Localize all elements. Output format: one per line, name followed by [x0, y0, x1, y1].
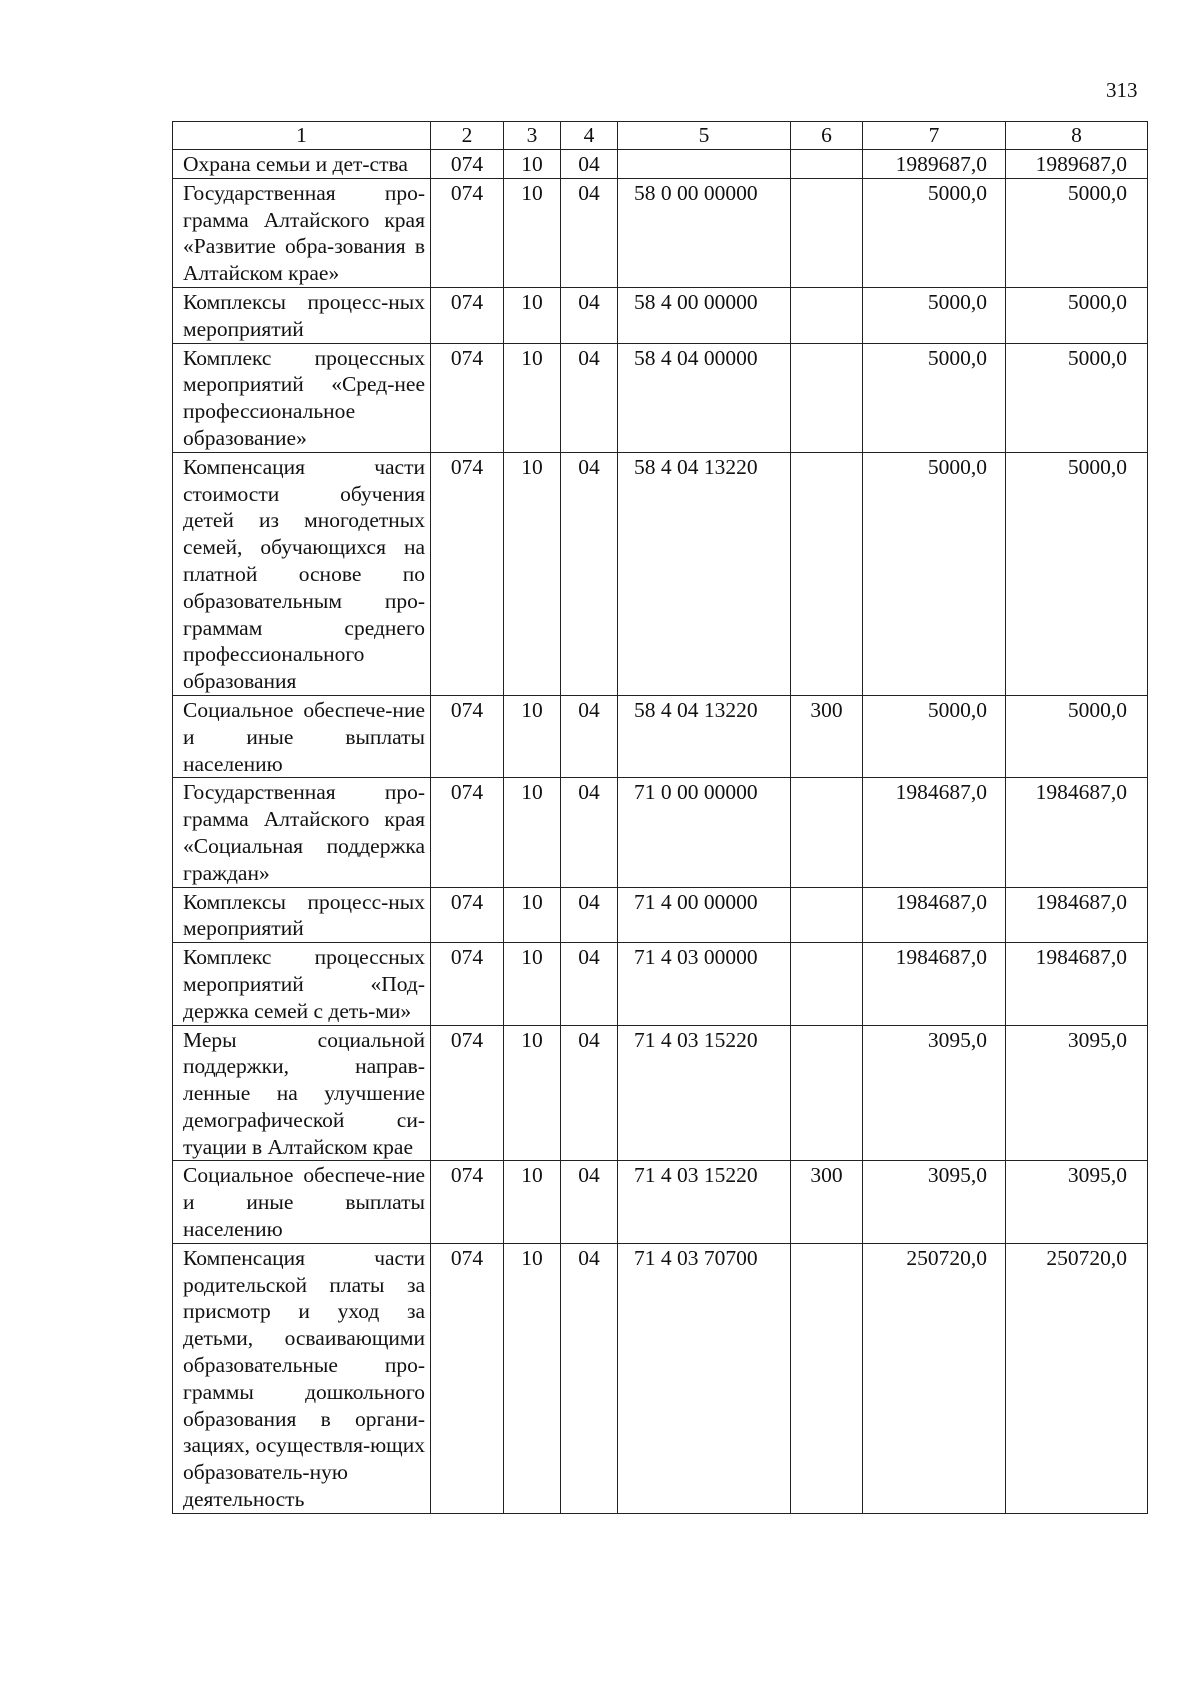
header-cell: 4	[561, 122, 618, 150]
code-cell: 074	[431, 1025, 504, 1161]
amount-cell: 5000,0	[1006, 695, 1148, 777]
amount-cell: 1989687,0	[1006, 150, 1148, 179]
subsection-cell: 04	[561, 1161, 618, 1243]
expense-type-cell	[791, 452, 863, 695]
code-cell: 074	[431, 887, 504, 943]
row-name-cell: Компенсация части родительской платы за присмотр и уход за детьми, осваивающими образовательные про-граммы дошкольного образования в органи-зациях, осуществля-ющих образователь-ную деятельность	[173, 1243, 431, 1513]
row-name-cell: Социальное обеспече-ние и иные выплаты населению	[173, 695, 431, 777]
amount-cell: 5000,0	[1006, 343, 1148, 452]
row-name-cell: Комплексы процесс-ных мероприятий	[173, 287, 431, 343]
expense-type-cell	[791, 887, 863, 943]
target-article-cell: 71 4 03 00000	[618, 943, 791, 1025]
amount-cell: 5000,0	[863, 452, 1006, 695]
amount-cell: 1984687,0	[863, 778, 1006, 887]
table-row	[173, 1161, 1148, 1243]
expense-type-cell	[791, 343, 863, 452]
budget-table	[172, 121, 1148, 1514]
row-name-cell: Меры социальной поддержки, направ-ленные на улучшение демографической си-туации в Алтайском крае	[173, 1025, 431, 1161]
header-cell: 6	[791, 122, 863, 150]
section-cell: 10	[504, 343, 561, 452]
amount-cell: 5000,0	[1006, 452, 1148, 695]
expense-type-cell	[791, 778, 863, 887]
code-cell: 074	[431, 1243, 504, 1513]
expense-type-cell	[791, 287, 863, 343]
header-cell: 3	[504, 122, 561, 150]
subsection-cell: 04	[561, 452, 618, 695]
amount-cell: 250720,0	[1006, 1243, 1148, 1513]
header-cell: 7	[863, 122, 1006, 150]
amount-cell: 5000,0	[1006, 287, 1148, 343]
target-article-cell: 71 4 03 15220	[618, 1161, 791, 1243]
subsection-cell: 04	[561, 1025, 618, 1161]
amount-cell: 1989687,0	[863, 150, 1006, 179]
code-cell: 074	[431, 287, 504, 343]
subsection-cell: 04	[561, 287, 618, 343]
row-name-cell: Государственная про-грамма Алтайского края «Развитие обра-зования в Алтайском крае»	[173, 178, 431, 287]
target-article-cell: 58 4 00 00000	[618, 287, 791, 343]
target-article-cell: 71 0 00 00000	[618, 778, 791, 887]
code-cell: 074	[431, 1161, 504, 1243]
subsection-cell: 04	[561, 343, 618, 452]
row-name-cell: Комплекс процессных мероприятий «Сред-нее профессиональное образование»	[173, 343, 431, 452]
section-cell: 10	[504, 1243, 561, 1513]
amount-cell: 5000,0	[863, 695, 1006, 777]
header-cell: 8	[1006, 122, 1148, 150]
amount-cell: 3095,0	[1006, 1161, 1148, 1243]
code-cell: 074	[431, 452, 504, 695]
code-cell: 074	[431, 695, 504, 777]
section-cell: 10	[504, 778, 561, 887]
table-row	[173, 150, 1148, 179]
header-row	[173, 122, 1148, 150]
section-cell: 10	[504, 1161, 561, 1243]
amount-cell: 3095,0	[863, 1161, 1006, 1243]
table-row	[173, 695, 1148, 777]
table-row	[173, 1243, 1148, 1513]
section-cell: 10	[504, 287, 561, 343]
section-cell: 10	[504, 178, 561, 287]
section-cell: 10	[504, 1025, 561, 1161]
target-article-cell: 58 4 04 13220	[618, 695, 791, 777]
table-row	[173, 452, 1148, 695]
section-cell: 10	[504, 943, 561, 1025]
row-name-cell: Социальное обеспече-ние и иные выплаты населению	[173, 1161, 431, 1243]
subsection-cell: 04	[561, 943, 618, 1025]
expense-type-cell: 300	[791, 695, 863, 777]
target-article-cell: 58 4 04 13220	[618, 452, 791, 695]
code-cell: 074	[431, 178, 504, 287]
row-name-cell: Государственная про-грамма Алтайского края «Социальная поддержка граждан»	[173, 778, 431, 887]
table-body	[173, 122, 1148, 1514]
code-cell: 074	[431, 343, 504, 452]
code-cell: 074	[431, 943, 504, 1025]
amount-cell: 250720,0	[863, 1243, 1006, 1513]
amount-cell: 3095,0	[1006, 1025, 1148, 1161]
table-row	[173, 1025, 1148, 1161]
row-name-cell: Охрана семьи и дет-ства	[173, 150, 431, 179]
target-article-cell: 71 4 03 70700	[618, 1243, 791, 1513]
code-cell: 074	[431, 778, 504, 887]
page-number: 313	[1106, 78, 1138, 102]
target-article-cell	[618, 150, 791, 179]
subsection-cell: 04	[561, 695, 618, 777]
table-row	[173, 943, 1148, 1025]
expense-type-cell: 300	[791, 1161, 863, 1243]
target-article-cell: 71 4 00 00000	[618, 887, 791, 943]
subsection-cell: 04	[561, 887, 618, 943]
target-article-cell: 58 0 00 00000	[618, 178, 791, 287]
amount-cell: 1984687,0	[1006, 887, 1148, 943]
amount-cell: 5000,0	[863, 178, 1006, 287]
expense-type-cell	[791, 1243, 863, 1513]
amount-cell: 1984687,0	[1006, 778, 1148, 887]
section-cell: 10	[504, 452, 561, 695]
header-cell: 2	[431, 122, 504, 150]
table-row	[173, 778, 1148, 887]
section-cell: 10	[504, 150, 561, 179]
header-cell: 5	[618, 122, 791, 150]
expense-type-cell	[791, 150, 863, 179]
amount-cell: 1984687,0	[863, 887, 1006, 943]
amount-cell: 1984687,0	[1006, 943, 1148, 1025]
subsection-cell: 04	[561, 178, 618, 287]
table-row	[173, 343, 1148, 452]
expense-type-cell	[791, 943, 863, 1025]
amount-cell: 5000,0	[863, 343, 1006, 452]
expense-type-cell	[791, 178, 863, 287]
subsection-cell: 04	[561, 778, 618, 887]
subsection-cell: 04	[561, 1243, 618, 1513]
table-row	[173, 287, 1148, 343]
target-article-cell: 58 4 04 00000	[618, 343, 791, 452]
row-name-cell: Комплексы процесс-ных мероприятий	[173, 887, 431, 943]
expense-type-cell	[791, 1025, 863, 1161]
amount-cell: 5000,0	[863, 287, 1006, 343]
amount-cell: 3095,0	[863, 1025, 1006, 1161]
subsection-cell: 04	[561, 150, 618, 179]
amount-cell: 5000,0	[1006, 178, 1148, 287]
row-name-cell: Компенсация части стоимости обучения детей из многодетных семей, обучающихся на платной основе по образовательным про-граммам среднего профессионального образования	[173, 452, 431, 695]
amount-cell: 1984687,0	[863, 943, 1006, 1025]
section-cell: 10	[504, 887, 561, 943]
target-article-cell: 71 4 03 15220	[618, 1025, 791, 1161]
row-name-cell: Комплекс процессных мероприятий «Под-держка семей с деть-ми»	[173, 943, 431, 1025]
table-row	[173, 178, 1148, 287]
header-cell: 1	[173, 122, 431, 150]
section-cell: 10	[504, 695, 561, 777]
code-cell: 074	[431, 150, 504, 179]
table-row	[173, 887, 1148, 943]
